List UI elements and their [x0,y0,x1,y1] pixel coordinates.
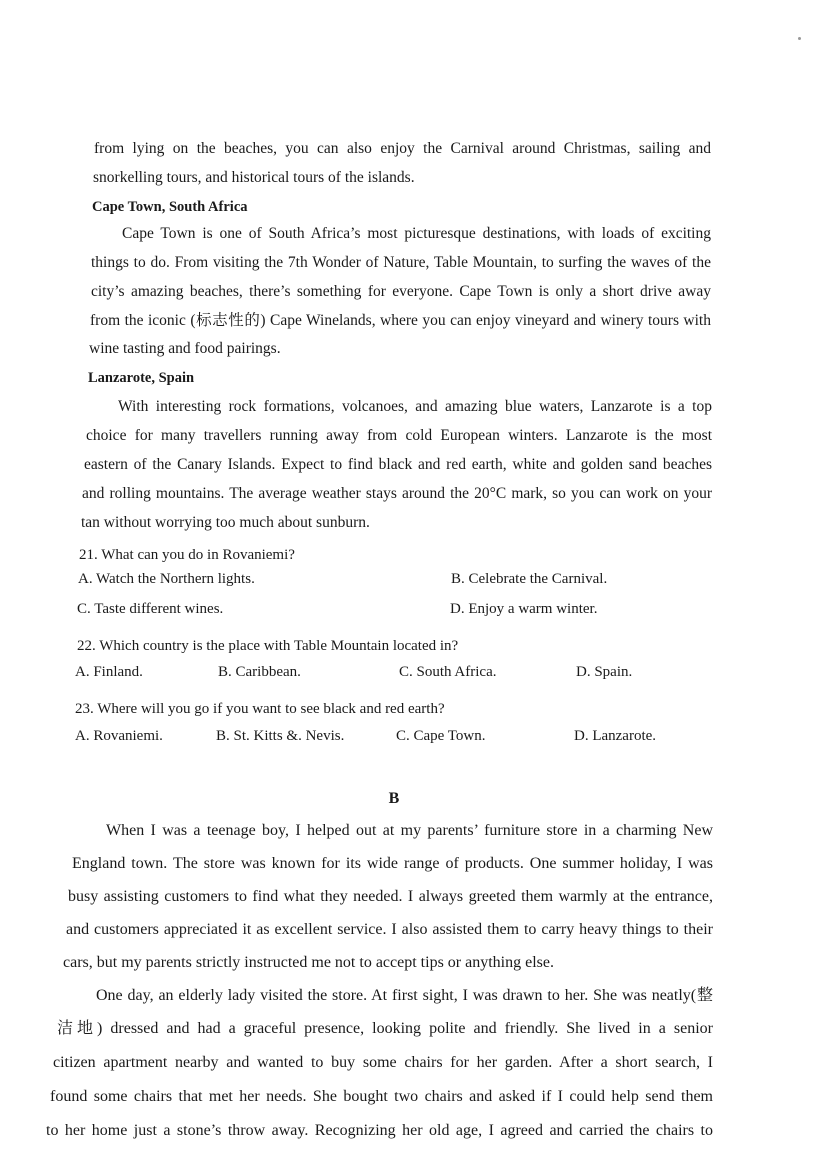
question-23-stem: 23. Where will you go if you want to see black and red earth? [75,701,445,717]
lanzarote-line-2: choice for many travellers running away from cold European winters. Lanzarote is the most [86,427,712,444]
passage-b-line-7: 洁地) dressed and had a graceful presence, looking polite and friendly. She lived in a senior [57,1020,713,1037]
question-23-option-a: A. Rovaniemi. [75,728,163,744]
question-22-option-b: B. Caribbean. [218,664,301,680]
passage-b-line-6: One day, an elderly lady visited the store. At first sight, I was drawn to her. She was neatly(整 [96,987,713,1004]
passage-a-intro-line-1: from lying on the beaches, you can also enjoy the Carnival around Christmas, sailing and [94,140,711,157]
lanzarote-line-5: tan without worrying too much about sunburn. [81,514,370,531]
question-21-stem: 21. What can you do in Rovaniemi? [79,547,295,563]
passage-b-line-1: When I was a teenage boy, I helped out at my parents’ furniture store in a charming New [106,822,713,839]
question-22-option-c: C. South Africa. [399,664,497,680]
passage-b-line-10: to her home just a stone’s throw away. Recognizing her old age, I agreed and carried the chairs to [46,1122,713,1139]
question-23-option-d: D. Lanzarote. [574,728,657,744]
question-23-option-b: B. St. Kitts &. Nevis. [216,728,345,744]
passage-b-line-5: cars, but my parents strictly instructed me not to accept tips or anything else. [63,954,554,971]
passage-a-intro-line-2: snorkelling tours, and historical tours of the islands. [93,169,415,186]
question-23-option-c: C. Cape Town. [396,728,486,744]
question-21-option-a: A. Watch the Northern lights. [78,571,255,587]
question-21-option-b: B. Celebrate the Carnival. [451,571,608,587]
cape-town-heading: Cape Town, South Africa [92,199,248,215]
passage-b-line-3: busy assisting customers to find what they needed. I always greeted them warmly at the entrance, [68,888,713,905]
cape-town-line-4: from the iconic (标志性的) Cape Winelands, where you can enjoy vineyard and winery tours with [90,312,711,329]
cape-town-line-2: things to do. From visiting the 7th Wonder of Nature, Table Mountain, to surfing the waves of the [91,254,711,271]
passage-b-line-2: England town. The store was known for its wide range of products. One summer holiday, I was [72,855,713,872]
lanzarote-heading: Lanzarote, Spain [88,370,195,386]
passage-b-line-4: and customers appreciated it as excellent service. I also assisted them to carry heavy things to their [66,921,713,938]
question-21-option-c: C. Taste different wines. [77,601,224,617]
question-22-option-d: D. Spain. [576,664,633,680]
cape-town-line-5: wine tasting and food pairings. [89,340,281,357]
lanzarote-line-3: eastern of the Canary Islands. Expect to find black and red earth, white and golden sand beaches [84,456,712,473]
section-b-title: B [388,790,400,807]
cape-town-line-3: city’s amazing beaches, there’s something for everyone. Cape Town is only a short drive away [91,283,711,300]
lanzarote-line-1: With interesting rock formations, volcanoes, and amazing blue waters, Lanzarote is a top [118,398,712,415]
question-22-stem: 22. Which country is the place with Table Mountain located in? [77,638,459,654]
cape-town-line-1: Cape Town is one of South Africa’s most picturesque destinations, with loads of exciting [122,225,711,242]
passage-b-line-9: found some chairs that met her needs. She bought two chairs and asked if I could help send them [50,1088,713,1105]
lanzarote-line-4: and rolling mountains. The average weather stays around the 20°C mark, so you can work on your [82,485,712,502]
question-21-option-d: D. Enjoy a warm winter. [450,601,598,617]
question-22-option-a: A. Finland. [75,664,143,680]
scan-speck [798,37,801,40]
passage-b-line-8: citizen apartment nearby and wanted to buy some chairs for her garden. After a short search, I [53,1054,713,1071]
